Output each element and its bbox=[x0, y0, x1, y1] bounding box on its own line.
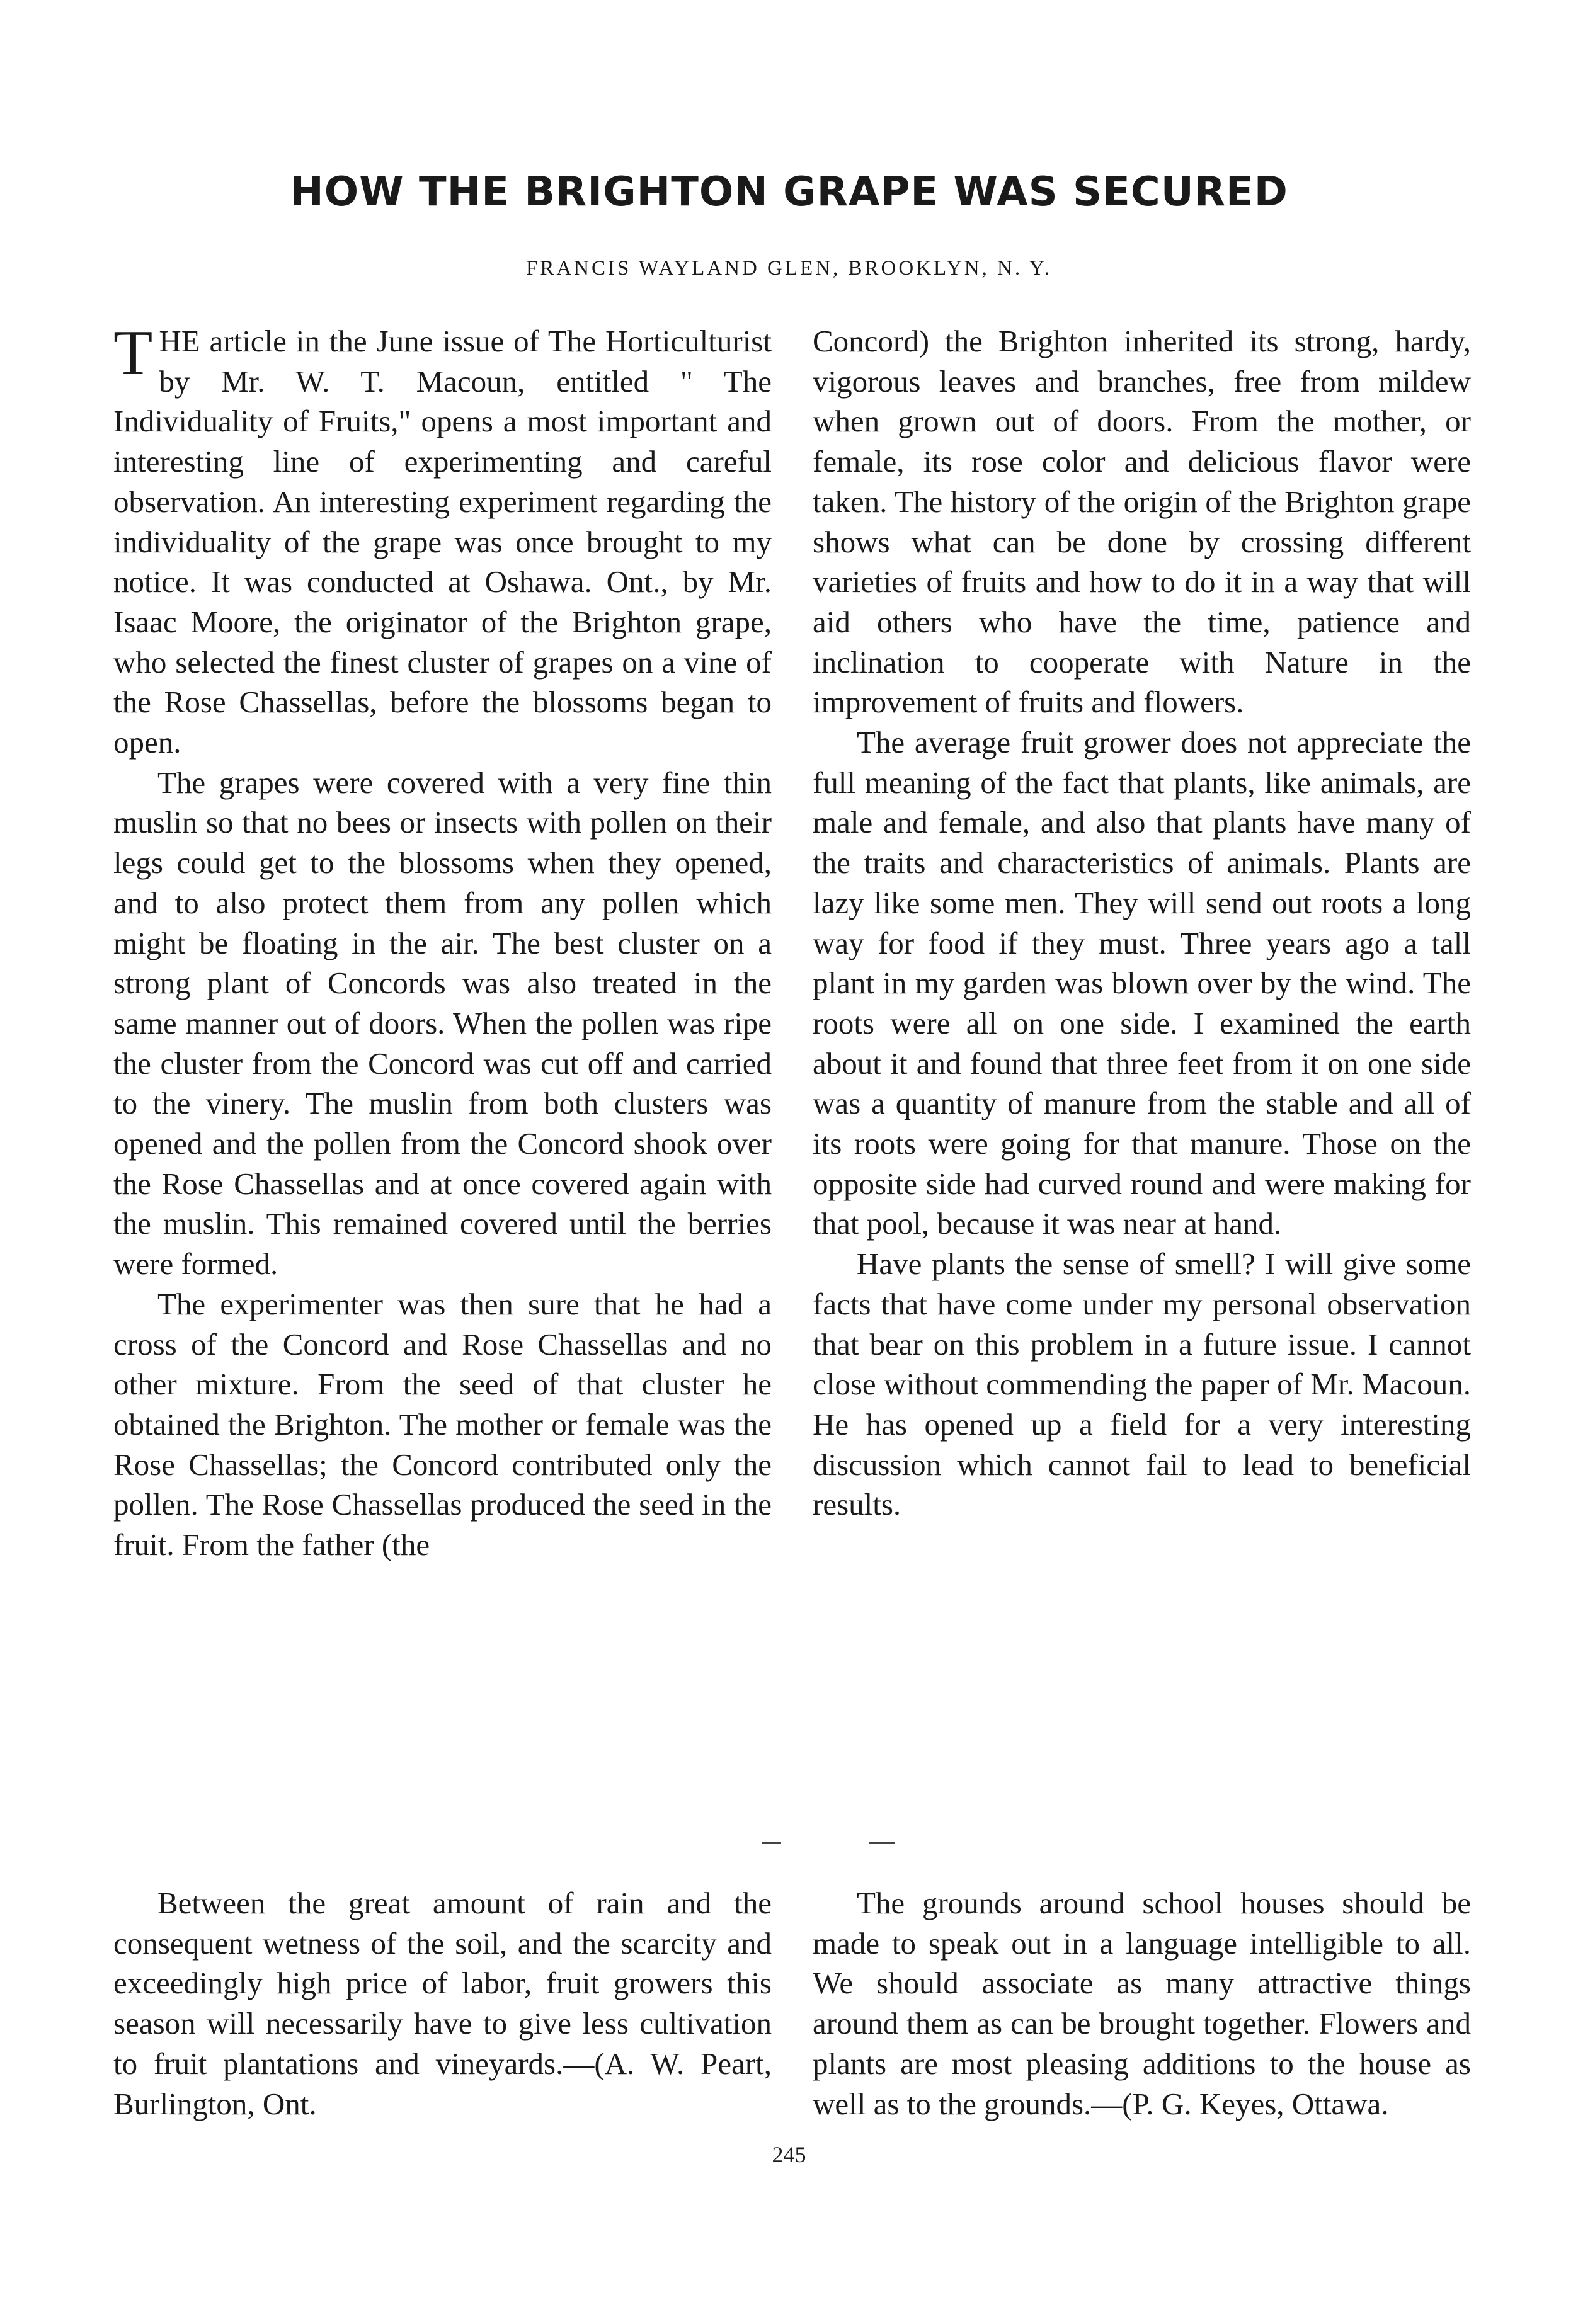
page-number: 245 bbox=[772, 2142, 806, 2167]
article-byline: FRANCIS WAYLAND GLEN, BROOKLYN, N. Y. bbox=[525, 257, 1052, 280]
article-right-column bbox=[813, 321, 1471, 1525]
article-paragraph: The average fruit grower does not appreciate the full meaning of the fact that plants, like animals, are male and female, and also that plants have many of the traits and characteristics of animals. Plants are lazy like some men. They will send out roots a long way for food if they must. Three years ago a tall plant in my garden was blown over by the wind. The roots were all on one side. I examined the earth about it and found that three feet from it on one side was a quantity of manure from the stable and all of its roots were going for that manure. Those on the opposite side had curved round and were making for that pool, because it was near at hand. bbox=[813, 725, 1471, 1241]
note-paragraph: Between the great amount of rain and the consequent wetness of the soil, and the scarcity and exceedingly high price of labor, fruit growers this season will necessarily have to give less cultivation to fruit plantations and vineyards.—(A. W. Peart, Burlington, Ont. bbox=[113, 1886, 772, 2121]
section-divider bbox=[869, 1842, 895, 1844]
article-paragraph: Concord) the Brighton inherited its strong, hardy, vigorous leaves and branches, free from mildew when grown out of doors. From the mother, or female, its rose color and delicious flavor were taken. The history of the origin of the Brighton grape shows what can be done by crossing different varieties of fruits and how to do it in a way that will aid others who have the time, patience and inclination to cooperate with Nature in the improvement of fruits and flowers. bbox=[813, 324, 1471, 720]
article-paragraph: The experimenter was then sure that he had a cross of the Concord and Rose Chassellas and no other mixture. From the seed of that cluster he obtained the Brighton. The mother or female was the Rose Chassellas; the Concord contributed only the pollen. The Rose Chassellas produced the seed in the fruit. From the father (the bbox=[113, 1286, 772, 1563]
note-left-column bbox=[113, 1883, 772, 2124]
section-divider bbox=[762, 1842, 781, 1844]
drop-cap: T bbox=[113, 317, 153, 389]
article-left-column bbox=[113, 317, 772, 1565]
article-paragraph: Have plants the sense of smell? I will give some facts that have come under my personal observation that bear on this problem in a future issue. I cannot close without commending the paper of Mr. Macoun. He has opened up a field for a very interesting discussion which cannot fail to lead to beneficial results. bbox=[813, 1246, 1471, 1522]
article-paragraph: The grapes were covered with a very fine thin muslin so that no bees or insects with pollen on their legs could get to the blossoms when they opened, and to also protect them from any pollen which might be floating in the air. The best cluster on a strong plant of Concords was also treated in the same manner out of doors. When the pollen was ripe the cluster from the Concord was cut off and carried to the vinery. The muslin from both clusters was opened and the pollen from the Concord shook over the Rose Chassellas and at once covered again with the muslin. This remained covered until the berries were formed. bbox=[113, 765, 772, 1282]
article-paragraph bbox=[113, 317, 772, 763]
note-right-column bbox=[813, 1883, 1471, 2124]
note-paragraph: The grounds around school houses should be made to speak out in a language intelligible to all. We should associate as many attractive things around them as can be brought together. Flowers and plants are most pleasing additions to the house as well as to the grounds.—(P. G. Keyes, Ottawa. bbox=[813, 1886, 1471, 2121]
paragraph-text: HE article in the June issue of The Horticulturist by Mr. W. T. Macoun, entitled " The Individuality of Fruits," opens a most important and interesting line of experimenting and careful observation. An interesting experiment regarding the individuality of the grape was once brought to my notice. It was conducted at Oshawa. Ont., by Mr. Isaac Moore, the originator of the Brighton grape, who selected the finest cluster of grapes on a vine of the Rose Chassellas, before the blossoms began to open. bbox=[113, 324, 772, 760]
article-title: HOW THE BRIGHTON GRAPE WAS SECURED bbox=[290, 169, 1288, 215]
